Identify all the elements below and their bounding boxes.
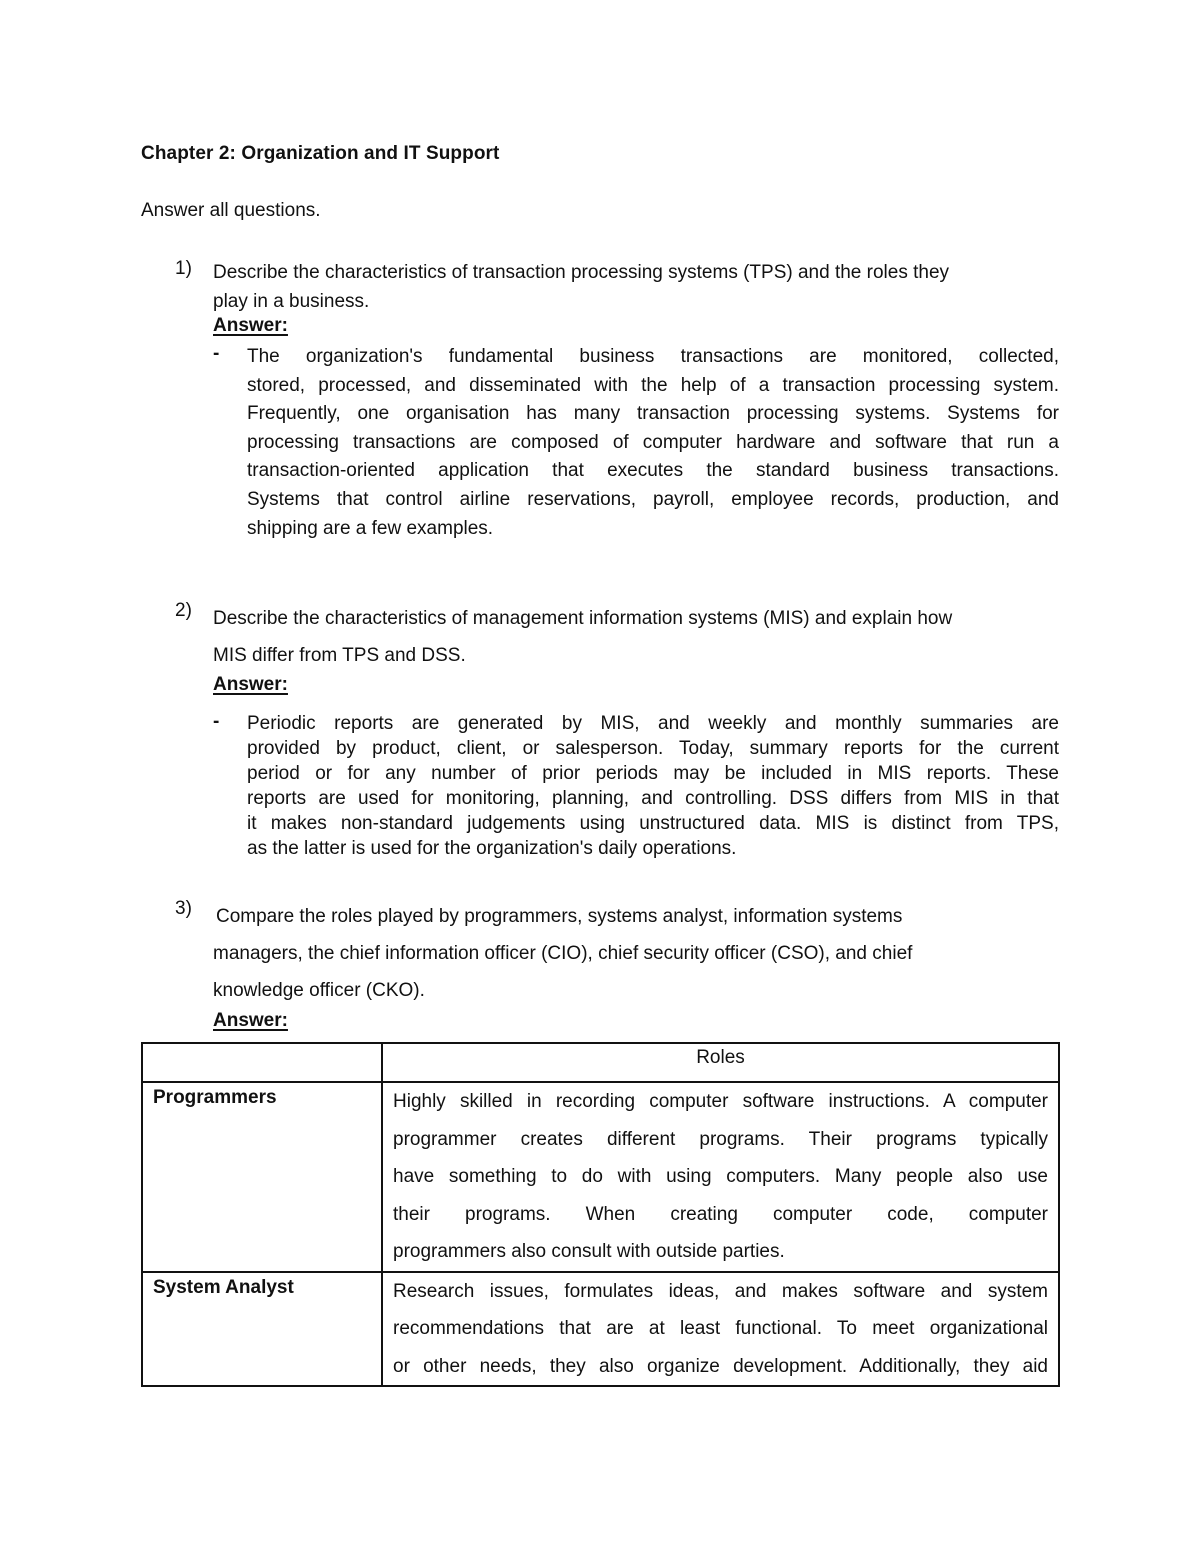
question-2-text xyxy=(213,600,1058,674)
question-3-text-cont xyxy=(213,935,1058,1009)
question-3-line: Compare the roles played by programmers, systems analyst, information systems xyxy=(216,906,903,927)
answer-2-text xyxy=(247,711,1059,861)
chapter-title: Chapter 2: Organization and IT Support xyxy=(141,143,500,164)
table-row xyxy=(142,1272,1059,1387)
role-description-line: their programs. When creating computer code, computer xyxy=(393,1203,1048,1225)
roles-table xyxy=(141,1042,1060,1387)
role-description-line: Research issues, formulates ideas, and makes software and system xyxy=(393,1280,1048,1302)
question-1-text xyxy=(213,258,1058,316)
bullet-dash-icon: - xyxy=(213,343,220,364)
table-row xyxy=(142,1082,1059,1272)
answer-1-line: Frequently, one organisation has many transaction processing systems. Systems for xyxy=(247,403,1059,425)
role-description-cell xyxy=(382,1272,1059,1387)
answer-label-1: Answer: xyxy=(213,315,288,336)
answer-1-line: transaction-oriented application that executes the standard business transactions. xyxy=(247,460,1059,482)
question-2-line: Describe the characteristics of management information systems (MIS) and explain how xyxy=(213,608,953,629)
answer-2-line: provided by product, client, or salesperson. Today, summary reports for the current xyxy=(247,738,1059,759)
answer-1-line: processing transactions are composed of computer hardware and software that run a xyxy=(247,431,1059,453)
answer-2-line: as the latter is used for the organization's daily operations. xyxy=(247,838,737,859)
role-description-line: Highly skilled in recording computer software instructions. A computer xyxy=(393,1091,1048,1112)
question-number-2: 2) xyxy=(175,600,192,621)
role-description-line: programmers also consult with outside parties. xyxy=(393,1241,785,1262)
answer-2-line: period or for any number of prior periods may be included in MIS reports. These xyxy=(247,763,1059,784)
answer-label-3: Answer: xyxy=(213,1010,288,1031)
question-1-line: Describe the characteristics of transaction processing systems (TPS) and the roles they xyxy=(213,262,950,283)
question-3-line: managers, the chief information officer (CIO), chief security officer (CSO), and chief xyxy=(213,943,913,964)
role-description-cell xyxy=(382,1082,1059,1272)
instruction-text: Answer all questions. xyxy=(141,200,321,221)
answer-1-line: The organization's fundamental business transactions are monitored, collected, xyxy=(247,346,1059,367)
question-2-line: MIS differ from TPS and DSS. xyxy=(213,645,466,666)
answer-1-line: shipping are a few examples. xyxy=(247,517,494,539)
question-1-line: play in a business. xyxy=(213,291,370,312)
role-name-cell: Programmers xyxy=(142,1082,382,1272)
question-number-3: 3) xyxy=(175,898,192,919)
question-3-line: knowledge officer (CKO). xyxy=(213,980,425,1001)
answer-1-line: stored, processed, and disseminated with the help of a transaction processing system. xyxy=(247,374,1059,396)
answer-2-line: it makes non-standard judgements using unstructured data. MIS is distinct from TPS, xyxy=(247,813,1059,834)
role-description-line: recommendations that are at least functional. To meet organizational xyxy=(393,1318,1048,1339)
role-name-cell: System Analyst xyxy=(142,1272,382,1387)
answer-label-2: Answer: xyxy=(213,674,288,695)
question-3-text xyxy=(216,898,1061,935)
answer-2-line: Periodic reports are generated by MIS, and weekly and monthly summaries are xyxy=(247,713,1059,734)
bullet-dash-icon: - xyxy=(213,711,220,732)
role-description-line: have something to do with using computers. Many people also use xyxy=(393,1166,1048,1187)
table-header-cell: Roles xyxy=(382,1043,1059,1082)
question-number-1: 1) xyxy=(175,258,192,279)
answer-1-line: Systems that control airline reservations, payroll, employee records, production, and xyxy=(247,488,1059,510)
answer-2-line: reports are used for monitoring, planning, and controlling. DSS differs from MIS in that xyxy=(247,788,1059,809)
answer-1-text xyxy=(247,343,1059,543)
role-description-line: programmer creates different programs. Their programs typically xyxy=(393,1128,1048,1150)
table-header-row xyxy=(142,1043,1059,1082)
role-description-line: or other needs, they also organize development. Additionally, they aid xyxy=(393,1355,1048,1377)
table-header-cell xyxy=(142,1043,382,1082)
